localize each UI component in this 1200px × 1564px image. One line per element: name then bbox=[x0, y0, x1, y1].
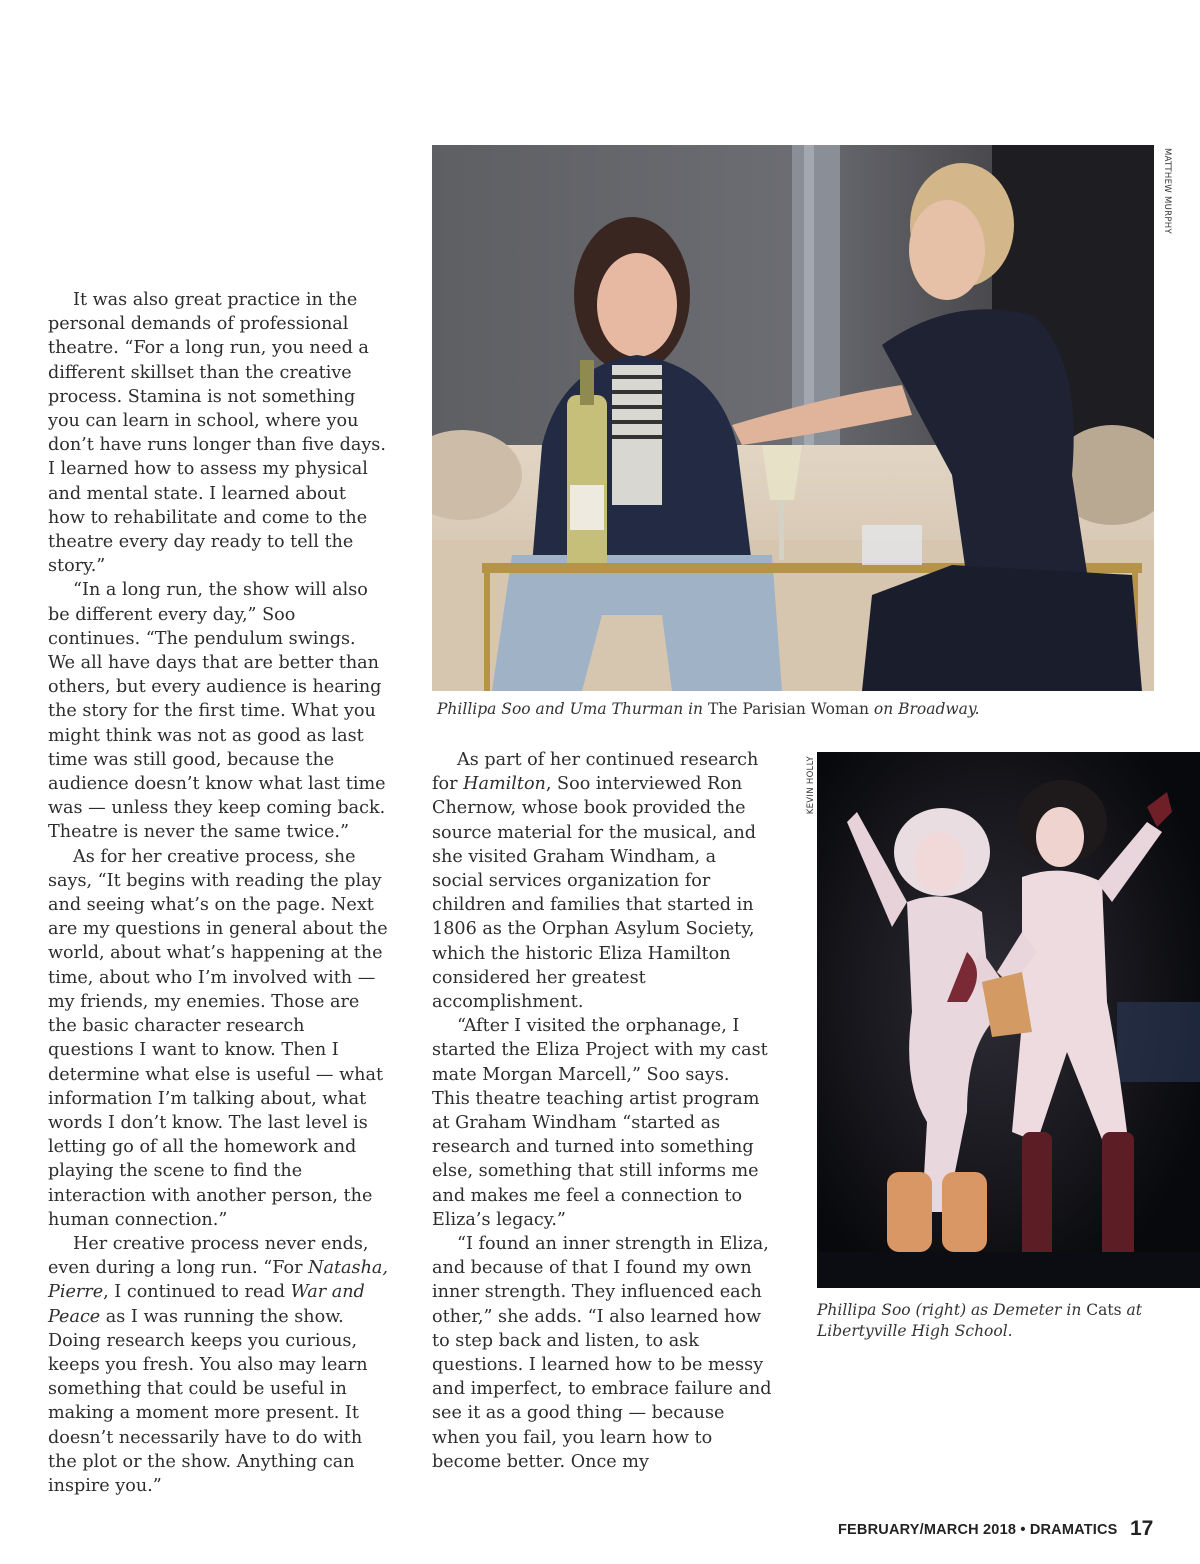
cats-scene-illustration bbox=[817, 752, 1200, 1288]
paragraph: As part of her continued research for Hamilton, Soo interviewed Ron Chernow, whose book provided the source material for the musical, and she visited Graham Windham, a social services organization for children and families that started in 1806 as the Orphan Asylum Society, which the historic Eliza Hamilton considered her greatest accomplishment. bbox=[432, 750, 759, 1013]
paragraph: It was also great practice in the personal demands of professional theatre. “For a long run, you need a different skillset than the creative process. Stamina is not something you can learn in school, where you don’t have runs longer than five days. I learned how to assess my physical and mental state. I learned about how to rehabilitate and come to the theatre every day ready to tell the story.” bbox=[48, 290, 386, 577]
article-column-middle bbox=[432, 748, 772, 1474]
paragraph: As for her creative process, she says, “It begins with reading the play and seeing what’s on the page. Next are my questions in general about the world, about what’s happening at the time, about who I’m involved with — my friends, my enemies. Those are the basic character research questions I want to know. Then I determine what else is useful — what information I’m talking about, what words I don’t know. The last level is letting go of all the homework and playing the scene to find the interaction with another person, the human connection.” bbox=[48, 846, 388, 1230]
photo-caption: Phillipa Soo and Uma Thurman in The Parisian Woman on Broadway. bbox=[437, 700, 980, 718]
page-footer bbox=[838, 1517, 1158, 1543]
paragraph: “After I visited the orphanage, I started the Eliza Project with my cast mate Morgan Marcell,” Soo says. This theatre teaching artist program at Graham Windham “started as research and turned into something else, something that still informs me and makes me feel a connection to Eliza’s legacy.” bbox=[432, 1016, 768, 1230]
issue-label: FEBRUARY/MARCH 2018 • DRAMATICS bbox=[838, 1522, 1118, 1538]
parisian-woman-photo bbox=[432, 145, 1154, 691]
paragraph: “In a long run, the show will also be different every day,” Soo continues. “The pendulum swings. We all have days that are better than others, but every audience is hearing the story for the first time. What you might think was not as good as last time was still good, because the audience doesn’t know what last time was — unless they keep coming back. Theatre is never the same twice.” bbox=[48, 580, 386, 843]
cats-performance-photo bbox=[817, 752, 1200, 1288]
photo-caption: Phillipa Soo (right) as Demeter in Cats at Libertyville High School. bbox=[817, 1301, 1142, 1340]
photo-credit: KEVIN HOLLY bbox=[806, 756, 816, 815]
article-column-left bbox=[48, 288, 388, 1498]
stage-scene-illustration bbox=[432, 145, 1154, 691]
photo-credit: MATTHEW MURPHY bbox=[1162, 148, 1172, 234]
paragraph: Her creative process never ends, even during a long run. “For Natasha, Pierre, I continued to read War and Peace as I was running the show. Doing research keeps you curious, keeps you fresh. You also may learn something that could be useful in making a moment more present. It doesn’t necessarily have to do with the plot or the show. Anything can inspire you.” bbox=[48, 1233, 388, 1496]
page-number: 17 bbox=[1130, 1517, 1154, 1540]
paragraph: “I found an inner strength in Eliza, and because of that I found my own inner strength. They influenced each other,” she adds. “I also learned how to step back and listen, to ask questions. I learned how to be messy and imperfect, to embrace failure and see it as a good thing — because when you fail, you learn how to become better. Once my bbox=[432, 1234, 772, 1472]
